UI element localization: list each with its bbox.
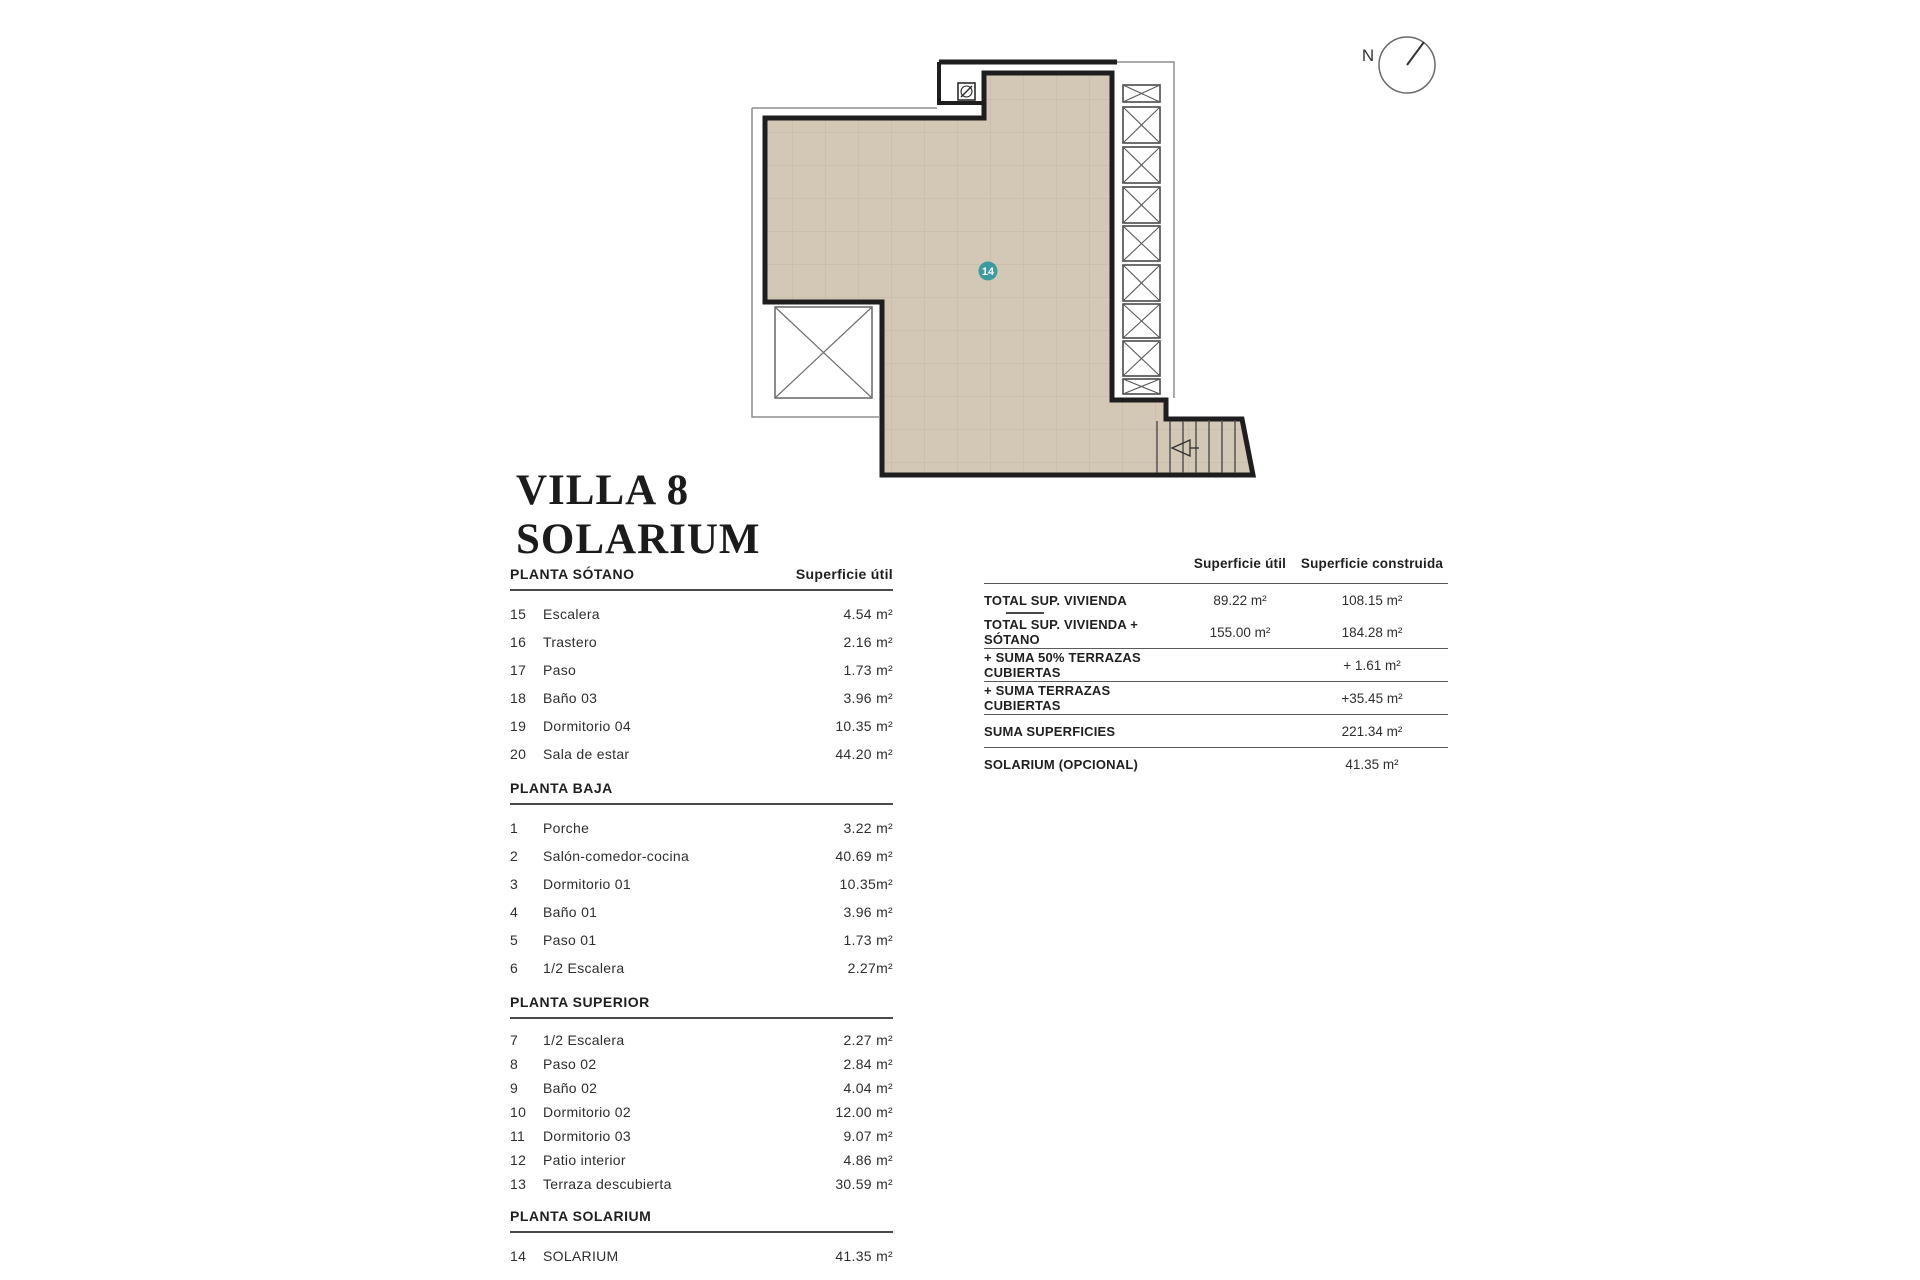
row-label: Dormitorio 04	[543, 718, 631, 734]
table-row	[510, 628, 893, 656]
row-num: 9	[510, 1080, 519, 1096]
row-num: 20	[510, 746, 527, 762]
row-num: 19	[510, 718, 527, 734]
row-value: 12.00 m²	[835, 1104, 893, 1120]
summary-label: TOTAL SUP. VIVIENDA	[984, 593, 1184, 608]
table-row	[510, 1148, 893, 1172]
table-row	[510, 712, 893, 740]
row-num: 14	[510, 1248, 527, 1264]
summary-util-value: 155.00 m²	[1209, 624, 1271, 640]
beam-strip	[1123, 85, 1160, 394]
row-value: 2.27 m²	[843, 1032, 893, 1048]
summary-constr-value: + 1.61 m²	[1343, 657, 1401, 673]
solarium-floor	[765, 73, 1253, 475]
table-row	[510, 1172, 893, 1196]
page-title-line1: VILLA 8	[516, 467, 690, 514]
row-label: Escalera	[543, 606, 600, 622]
area-column-header: Superficie útil	[795, 566, 893, 582]
summary-row	[984, 715, 1448, 748]
summary-util-header: Superficie útil	[1193, 556, 1287, 571]
row-label: Paso	[543, 662, 577, 678]
row-value: 10.35 m²	[835, 718, 893, 734]
summary-row	[984, 649, 1448, 682]
summary-constr-value: 108.15 m²	[1341, 592, 1403, 608]
room-marker-label: 14	[981, 266, 995, 278]
row-label: Dormitorio 02	[543, 1104, 631, 1120]
table-row	[510, 1242, 893, 1270]
row-num: 8	[510, 1056, 519, 1072]
north-label: N	[1361, 46, 1375, 65]
plan-section	[510, 1207, 893, 1270]
row-value: 2.27m²	[847, 960, 893, 976]
summary-label: + SUMA 50% TERRAZAS CUBIERTAS	[984, 650, 1141, 680]
row-value: 1.73 m²	[843, 662, 893, 678]
row-num: 6	[510, 960, 519, 976]
row-value: 4.04 m²	[843, 1080, 893, 1096]
row-label: Patio interior	[543, 1152, 626, 1168]
row-num: 13	[510, 1176, 527, 1192]
summary-constr-value: 41.35 m²	[1345, 756, 1399, 772]
section-header-row	[510, 993, 893, 1017]
plan-section	[510, 779, 893, 982]
row-value: 4.86 m²	[843, 1152, 893, 1168]
row-num: 5	[510, 932, 519, 948]
summary-header-row	[984, 556, 1448, 584]
row-num: 2	[510, 848, 519, 864]
summary-row	[984, 748, 1448, 780]
summary-table	[984, 556, 1448, 780]
plan-section	[510, 565, 893, 768]
summary-constr-value: 221.34 m²	[1341, 723, 1403, 739]
summary-label: SOLARIUM (OPCIONAL)	[984, 756, 1139, 772]
room-table	[510, 565, 893, 1270]
row-value: 9.07 m²	[843, 1128, 893, 1144]
row-num: 18	[510, 690, 527, 706]
summary-label: TOTAL SUP. VIVIENDA + SÓTANO	[984, 617, 1139, 647]
row-value: 3.22 m²	[843, 820, 893, 836]
summary-constr-value: 184.28 m²	[1341, 624, 1403, 640]
row-value: 41.35 m²	[835, 1248, 893, 1264]
summary-constr-value: +35.45 m²	[1341, 690, 1403, 706]
table-row	[510, 814, 893, 842]
section-rows	[510, 1242, 893, 1270]
row-num: 15	[510, 606, 527, 622]
section-rule	[510, 1231, 893, 1233]
drain-symbol	[958, 83, 975, 100]
row-num: 4	[510, 904, 519, 920]
row-num: 1	[510, 820, 519, 836]
section-header-row	[510, 565, 893, 589]
row-num: 16	[510, 634, 527, 650]
table-row	[510, 842, 893, 870]
row-value: 2.84 m²	[843, 1056, 893, 1072]
row-label: 1/2 Escalera	[543, 1032, 625, 1048]
row-label: 1/2 Escalera	[543, 960, 625, 976]
room-marker	[979, 262, 998, 281]
table-row	[510, 1124, 893, 1148]
row-value: 2.16 m²	[843, 634, 893, 650]
row-value: 44.20 m²	[835, 746, 893, 762]
row-num: 11	[510, 1128, 526, 1144]
section-rows	[510, 814, 893, 982]
page-title	[516, 466, 761, 564]
summary-util-value: 89.22 m²	[1213, 592, 1267, 608]
row-label: Paso 01	[543, 932, 597, 948]
patio-pergola-box	[775, 307, 872, 398]
row-label: Baño 01	[543, 904, 598, 920]
row-label: Porche	[543, 820, 590, 836]
row-label: Sala de estar	[543, 746, 630, 762]
row-label: Trastero	[543, 634, 598, 650]
section-rule	[510, 589, 893, 591]
table-row	[510, 870, 893, 898]
section-title: PLANTA SÓTANO	[510, 566, 635, 582]
row-label: Baño 03	[543, 690, 598, 706]
section-header-row	[510, 1207, 893, 1231]
section-title: PLANTA SOLARIUM	[510, 1208, 652, 1224]
section-title: PLANTA BAJA	[510, 780, 613, 796]
north-compass	[1362, 37, 1435, 93]
section-rule	[510, 1017, 893, 1019]
row-num: 3	[510, 876, 519, 892]
row-value: 3.96 m²	[843, 690, 893, 706]
summary-label: + SUMA TERRAZAS CUBIERTAS	[984, 683, 1111, 713]
row-label: Paso 02	[543, 1056, 597, 1072]
row-value: 4.54 m²	[843, 606, 893, 622]
table-row	[510, 1028, 893, 1052]
row-num: 7	[510, 1032, 519, 1048]
summary-rows	[984, 584, 1448, 780]
summary-row	[984, 682, 1448, 715]
table-row	[510, 684, 893, 712]
row-value: 1.73 m²	[843, 932, 893, 948]
table-row	[510, 1052, 893, 1076]
row-label: Terraza descubierta	[543, 1176, 672, 1192]
table-row	[510, 1100, 893, 1124]
row-label: SOLARIUM	[543, 1248, 619, 1264]
row-value: 10.35m²	[839, 876, 893, 892]
section-rule	[510, 803, 893, 805]
page-title-line2: SOLARIUM	[516, 516, 761, 563]
row-value: 30.59 m²	[835, 1176, 893, 1192]
row-label: Dormitorio 01	[543, 876, 631, 892]
section-header-row	[510, 779, 893, 803]
row-label: Dormitorio 03	[543, 1128, 631, 1144]
row-num: 10	[510, 1104, 527, 1120]
section-rows	[510, 600, 893, 768]
section-rows	[510, 1028, 893, 1196]
section-title: PLANTA SUPERIOR	[510, 994, 650, 1010]
summary-row	[984, 616, 1448, 649]
row-num: 12	[510, 1152, 527, 1168]
row-label: Salón-comedor-cocina	[543, 848, 690, 864]
table-row	[510, 600, 893, 628]
table-row	[510, 954, 893, 982]
plan-section	[510, 993, 893, 1196]
table-row	[510, 926, 893, 954]
summary-label: SUMA SUPERFICIES	[984, 723, 1116, 739]
row-value: 40.69 m²	[835, 848, 893, 864]
table-row	[510, 898, 893, 926]
summary-row	[984, 584, 1448, 616]
row-value: 3.96 m²	[843, 904, 893, 920]
row-label: Baño 02	[543, 1080, 598, 1096]
table-row	[510, 1076, 893, 1100]
summary-constr-header: Superficie construida	[1300, 556, 1444, 571]
table-row	[510, 740, 893, 768]
row-num: 17	[510, 662, 527, 678]
table-row	[510, 656, 893, 684]
